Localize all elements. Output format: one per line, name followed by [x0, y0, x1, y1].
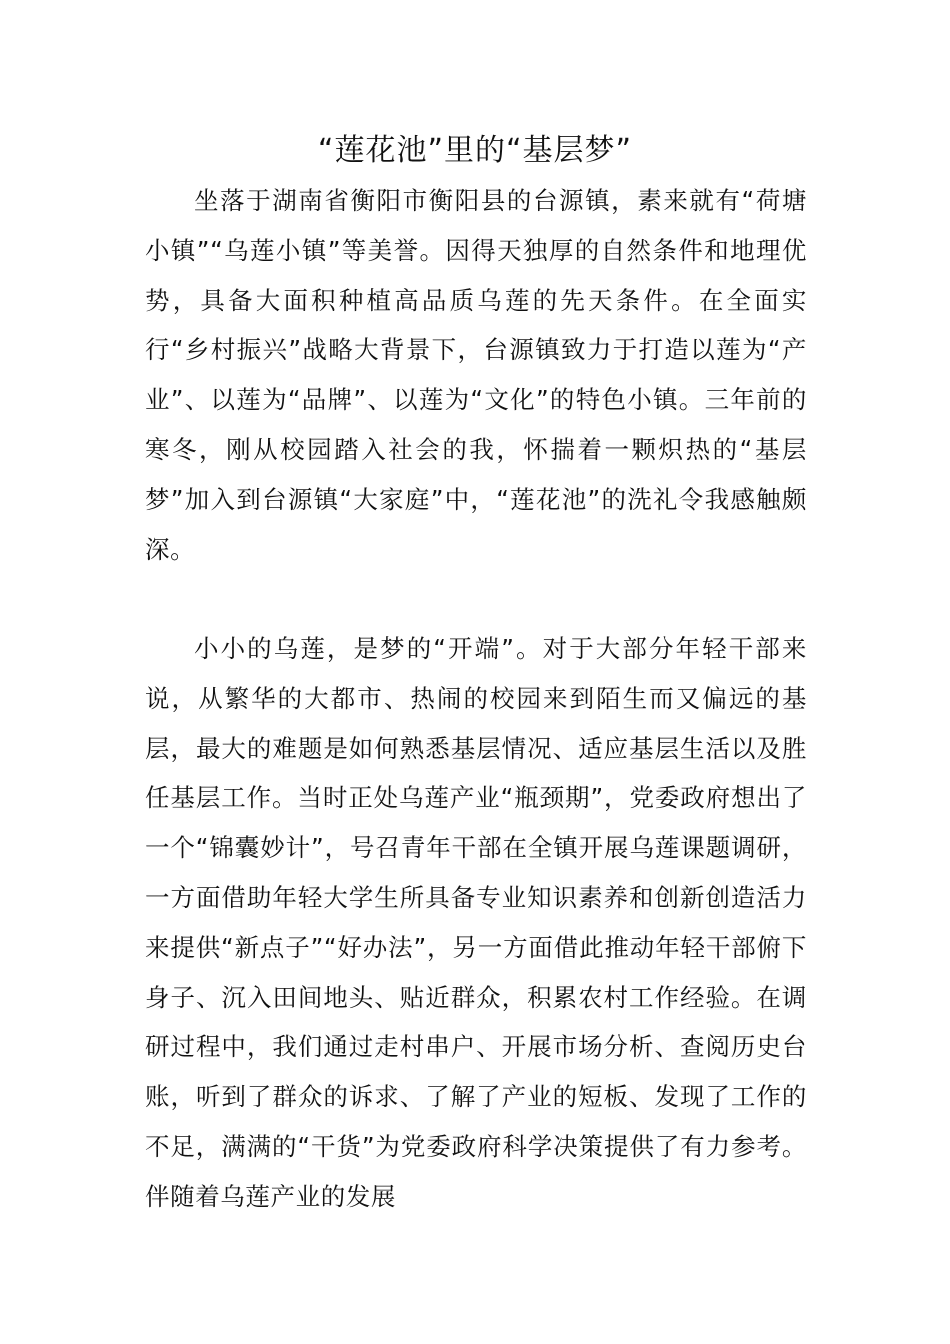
paragraph-2: 小小的乌莲，是梦的“开端”。对于大部分年轻干部来说，从繁华的大都市、热闹的校园来到陌生而又偏远的基层，最大的难题是如何熟悉基层情况、适应基层生活以及胜任基层工作。当时正处乌莲产业“瓶颈期”，党委政府想出了一个“锦囊妙计”，号召青年干部在全镇开展乌莲课题调研，一方面借助年轻大学生所具备专业知识素养和创新创造活力来提供“新点子”“好办法”，另一方面借此推动年轻干部俯下身子、沉入田间地头、贴近群众，积累农村工作经验。在调研过程中，我们通过走村串户、开展市场分析、查阅历史台账，听到了群众的诉求、了解了产业的短板、发现了工作的不足，满满的“干货”为党委政府科学决策提供了有力参考。伴随着乌莲产业的发展: [145, 634, 807, 1211]
paragraph-1: 坐落于湖南省衡阳市衡阳县的台源镇，素来就有“荷塘小镇”“乌莲小镇”等美誉。因得天独厚的自然条件和地理优势，具备大面积种植高品质乌莲的先天条件。在全面实行“乡村振兴”战略大背景下，台源镇致力于打造以莲为“产业”、以莲为“品牌”、以莲为“文化”的特色小镇。三年前的寒冬，刚从校园踏入社会的我，怀揣着一颗炽热的“基层梦”加入到台源镇“大家庭”中，“莲花池”的洗礼令我感触颇深。: [145, 186, 807, 564]
document-title: “莲花池”里的“基层梦”: [317, 133, 633, 168]
